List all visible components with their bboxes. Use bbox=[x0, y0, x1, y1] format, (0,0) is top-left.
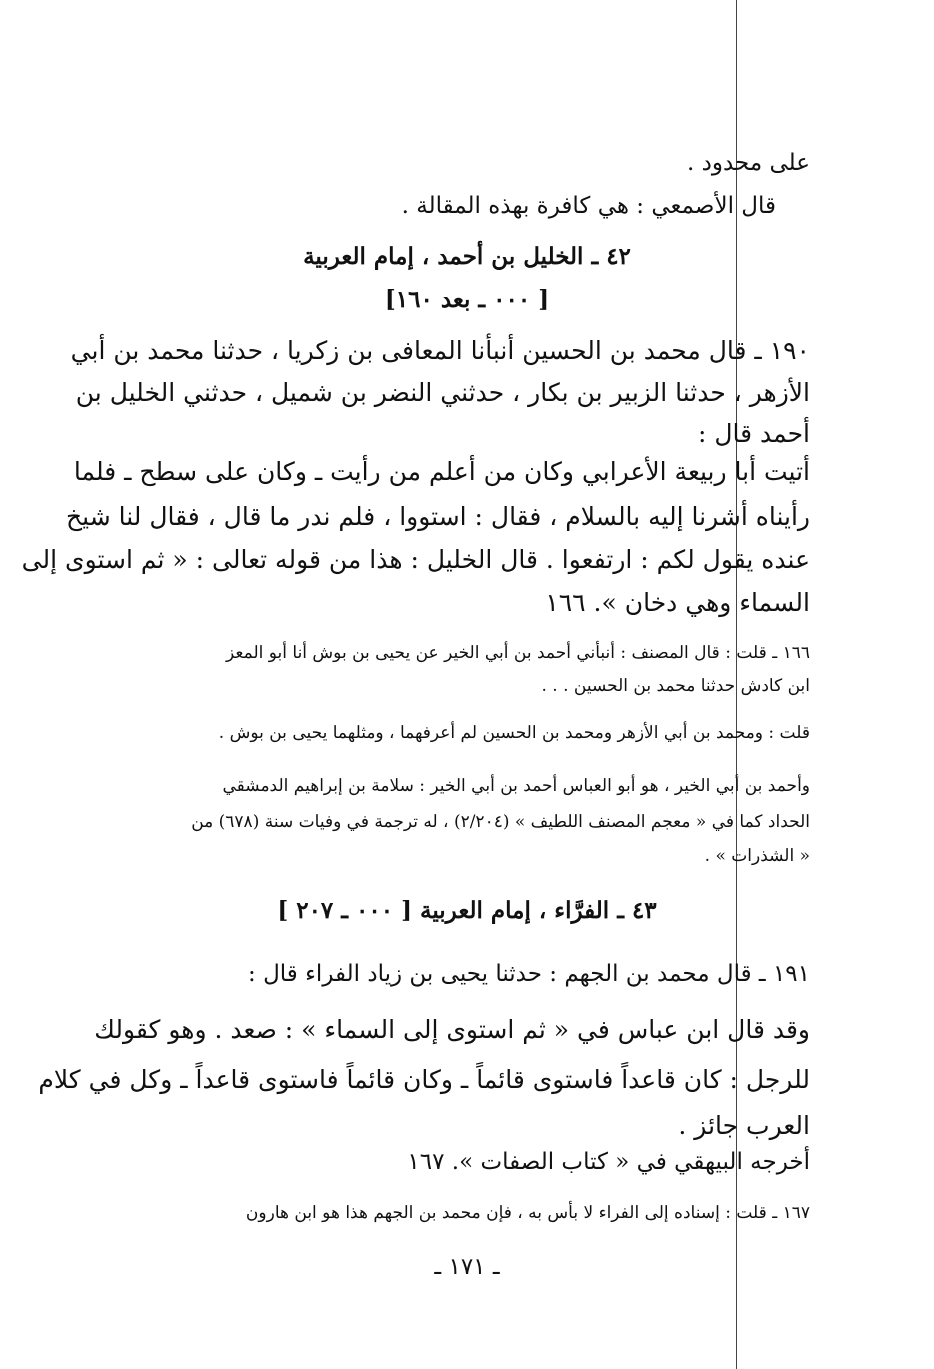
paragraph-line: ١٩٠ ـ قال محمد بن الحسين أنبأنا المعافى بن زكريا ، حدثنا محمد بن أبي bbox=[70, 336, 810, 365]
paragraph-line: رأيناه أشرنا إليه بالسلام ، فقال : استووا ، فلم ندر ما قال ، فقال لنا شيخ bbox=[66, 502, 810, 531]
text-line: على محدود . bbox=[686, 150, 810, 176]
paragraph-line: أحمد قال : bbox=[697, 419, 810, 448]
footnote-line: ابن كادش حدثنا محمد بن الحسين . . . bbox=[541, 676, 810, 696]
paragraph-line: ١٩١ ـ قال محمد بن الجهم : حدثنا يحيى بن زياد الفراء قال : bbox=[248, 961, 810, 987]
footnote-line: « الشذرات » . bbox=[704, 846, 810, 866]
paragraph-line: الأزهر ، حدثنا الزبير بن بكار ، حدثني النضر بن شميل ، حدثني الخليل بن bbox=[75, 378, 810, 407]
footnote-line: قلت : ومحمد بن أبي الأزهر ومحمد بن الحسين لم أعرفهما ، ومثلهما يحيى بن بوش . bbox=[218, 723, 810, 743]
section-dates: [ ٠٠٠ ـ بعد ١٦٠] bbox=[384, 286, 550, 313]
footnote-line: ١٦٧ ـ قلت : إسناده إلى الفراء لا بأس به ، فإن محمد بن الجهم هذا هو ابن هارون bbox=[245, 1203, 810, 1223]
footnote-line: ١٦٦ ـ قلت : قال المصنف : أنبأني أحمد بن أبي الخير عن يحيى بن بوش أنا أبو المعز bbox=[226, 643, 810, 663]
paragraph-line: وقد قال ابن عباس في « ثم استوى إلى السماء » : صعد . وهو كقولك bbox=[94, 1015, 810, 1044]
paragraph-line: العرب جائز . bbox=[678, 1111, 810, 1140]
paragraph-line: السماء وهي دخان ». ١٦٦ bbox=[545, 588, 810, 617]
paragraph-line: عنده يقول لكم : ارتفعوا . قال الخليل : هذا من قوله تعالى : « ثم استوى إلى bbox=[21, 545, 810, 574]
footnote-line: وأحمد بن أبي الخير ، هو أبو العباس أحمد بن أبي الخير : سلامة بن إبراهيم الدمشقي bbox=[222, 776, 810, 796]
paragraph-line: أخرجه البيهقي في « كتاب الصفات ». ١٦٧ bbox=[407, 1149, 810, 1175]
section-title: ٤٣ ـ الفرَّاء ، إمام العربية [ ٠٠٠ ـ ٢٠٧ ] bbox=[277, 897, 657, 924]
section-title: ٤٢ ـ الخليل بن أحمد ، إمام العربية bbox=[303, 243, 631, 270]
page-number: ـ ١٧١ ـ bbox=[434, 1254, 500, 1280]
paragraph-line: أتيت أبا ربيعة الأعرابي وكان من أعلم من رأيت ـ وكان على سطح ـ فلما bbox=[73, 457, 810, 486]
paragraph-line: للرجل : كان قاعداً فاستوى قائماً ـ وكان قائماً فاستوى قاعداً ـ وكل في كلام bbox=[38, 1065, 810, 1094]
text-line: قال الأصمعي : هي كافرة بهذه المقالة . bbox=[401, 193, 776, 219]
footnote-line: الحداد كما في « معجم المصنف اللطيف » (٢/٢٠٤) ، له ترجمة في وفيات سنة (٦٧٨) من bbox=[191, 812, 810, 832]
